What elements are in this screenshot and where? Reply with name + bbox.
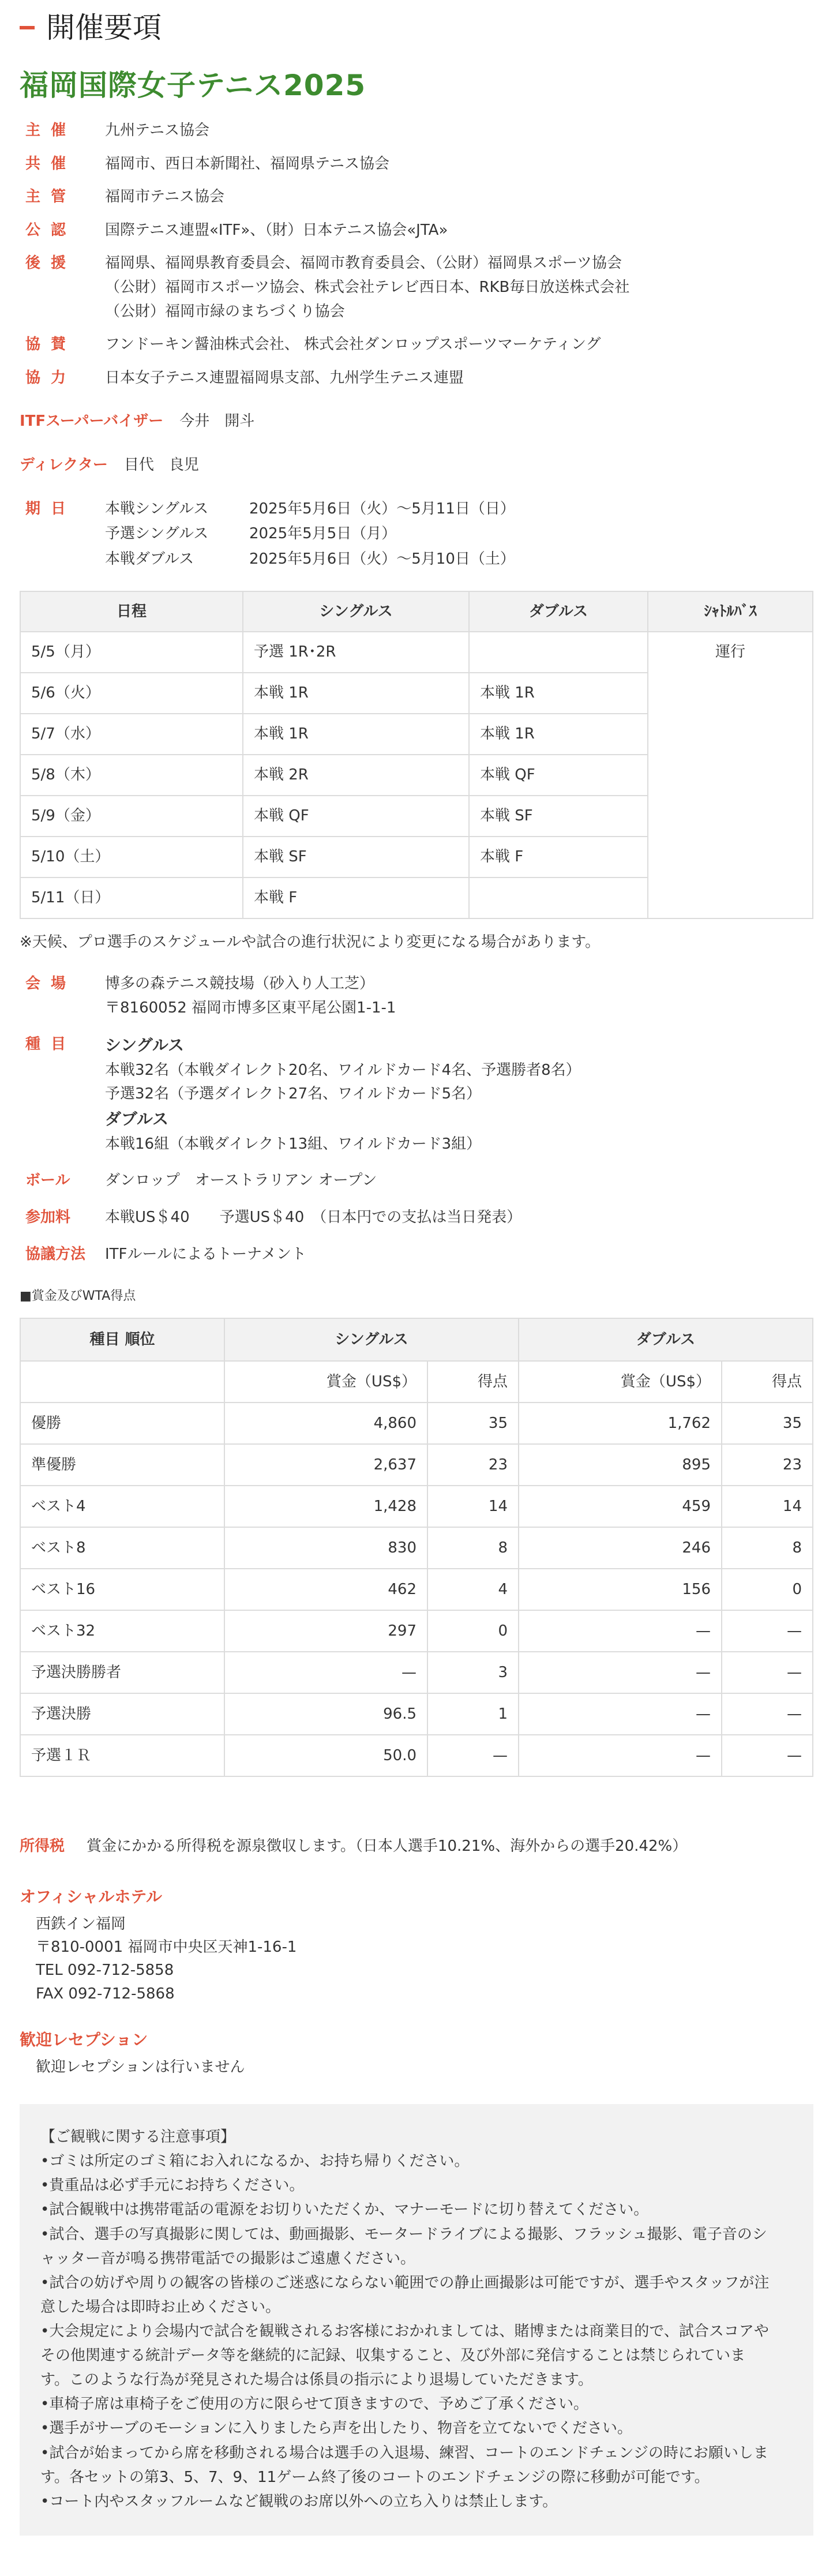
prize-subheader-empty bbox=[20, 1361, 224, 1403]
organizer-row bbox=[20, 366, 813, 391]
prize-subheader-points: 得点 bbox=[427, 1361, 519, 1403]
schedule-date: 5/7（水） bbox=[20, 714, 243, 755]
organizer-value bbox=[105, 219, 813, 243]
dates-row bbox=[20, 497, 813, 572]
section-title: 開催要項 bbox=[46, 11, 162, 44]
fee-row bbox=[20, 1206, 813, 1230]
schedule-header-shuttle: ｼｬﾄﾙﾊﾞｽ bbox=[648, 591, 813, 632]
organizer-line: （公財）福岡市スポーツ協会、株式会社テレビ西日本、RKB毎日放送株式会社 bbox=[105, 278, 630, 296]
schedule-date: 5/11（日） bbox=[20, 878, 243, 918]
schedule-singles: 本戦 QF bbox=[243, 796, 469, 837]
organizer-row bbox=[20, 219, 813, 243]
prize-header-row bbox=[20, 1318, 813, 1361]
reception-label: 歓迎レセプション bbox=[20, 2030, 148, 2050]
organizer-label: 公認 bbox=[25, 221, 77, 239]
prize-doubles-money: — bbox=[519, 1652, 722, 1693]
prize-round: 優勝 bbox=[20, 1403, 224, 1444]
prize-subheader-money: 賞金（US$） bbox=[224, 1361, 427, 1403]
notice-line: す。このような行為が発見された場合は係員の指示により退場していただきます。 bbox=[40, 2371, 593, 2389]
prize-singles-points: 0 bbox=[427, 1610, 519, 1652]
prize-caption: ■賞金及びWTA得点 bbox=[20, 1289, 136, 1304]
ball-row bbox=[20, 1169, 813, 1193]
schedule-singles: 本戦 F bbox=[243, 878, 469, 918]
prize-doubles-money: 156 bbox=[519, 1569, 722, 1610]
schedule-doubles: 本戦 1R bbox=[469, 714, 648, 755]
schedule-doubles: 本戦 QF bbox=[469, 755, 648, 796]
prize-singles-points: 8 bbox=[427, 1527, 519, 1569]
tax-label: 所得税 bbox=[20, 1838, 65, 1855]
notice-line: •試合の妨げや周りの観客の皆様のご迷惑にならない範囲での静止画撮影は可能ですが、選手やスタッフが注 bbox=[40, 2274, 770, 2292]
schedule-singles: 本戦 SF bbox=[243, 837, 469, 878]
prize-singles-money: 830 bbox=[224, 1527, 427, 1569]
schedule-date: 5/10（土） bbox=[20, 837, 243, 878]
prize-singles-money: 462 bbox=[224, 1569, 427, 1610]
date-value: 2025年5月6日（火）～5月11日（日） bbox=[249, 500, 515, 518]
schedule-shuttle: 運行 bbox=[648, 632, 813, 918]
prize-singles-money: 2,637 bbox=[224, 1444, 427, 1486]
notice-line: •コート内やスタッフルームなど観戦のお席以外への立ち入りは禁止します。 bbox=[40, 2492, 558, 2510]
organizer-row bbox=[20, 119, 813, 143]
organizer-line: 福岡市テニス協会 bbox=[105, 188, 224, 206]
schedule-singles: 予選 1R･2R bbox=[243, 632, 469, 673]
date-value: 2025年5月6日（火）～5月10日（土） bbox=[249, 550, 515, 568]
venue-row bbox=[20, 972, 813, 1020]
prize-doubles-points: 35 bbox=[722, 1403, 813, 1444]
prize-doubles-points: — bbox=[722, 1693, 813, 1735]
prize-row bbox=[20, 1486, 813, 1527]
prize-table bbox=[20, 1318, 813, 1777]
schedule-header-doubles: ダブルス bbox=[469, 591, 648, 632]
hotel-line: FAX 092-712-5868 bbox=[36, 1985, 175, 2003]
organizer-line: （公財）福岡市緑のまちづくり協会 bbox=[105, 302, 345, 320]
prize-row bbox=[20, 1735, 813, 1776]
organizer-label: 共催 bbox=[25, 155, 77, 173]
event-title: 福岡国際女子テニス2025 bbox=[20, 69, 366, 102]
prize-doubles-points: 0 bbox=[722, 1569, 813, 1610]
ball-label: ボール bbox=[25, 1172, 70, 1190]
date-event: 本戦ダブルス bbox=[105, 550, 194, 568]
hotel-line: TEL 092-712-5858 bbox=[36, 1962, 174, 1979]
prize-doubles-money: — bbox=[519, 1610, 722, 1652]
organizer-value bbox=[105, 366, 813, 391]
organizer-line: 九州テニス協会 bbox=[105, 122, 209, 139]
format-label: 協議方法 bbox=[25, 1245, 86, 1263]
tax-row bbox=[20, 1835, 813, 1859]
venue-line: 〒8160052 福岡市博多区東平尾公園1-1-1 bbox=[105, 999, 396, 1017]
prize-doubles-points: — bbox=[722, 1610, 813, 1652]
director-row bbox=[20, 453, 813, 478]
schedule-singles: 本戦 1R bbox=[243, 673, 469, 714]
events-row bbox=[20, 1033, 813, 1156]
prize-singles-money: 297 bbox=[224, 1610, 427, 1652]
organizer-value bbox=[105, 333, 813, 357]
hotel-info bbox=[20, 1913, 813, 2005]
singles-line: 本戦32名（本戦ダイレクト20名、ワイルドカード4名、予選勝者8名） bbox=[105, 1061, 581, 1079]
organizer-line: 福岡県、福岡県教育委員会、福岡市教育委員会、（公財）福岡県スポーツ協会 bbox=[105, 254, 622, 272]
organizer-row bbox=[20, 152, 813, 177]
reception-value: 歓迎レセプションは行いません bbox=[36, 2058, 245, 2076]
notice-line: •ゴミは所定のゴミ箱にお入れになるか、お持ち帰りください。 bbox=[40, 2153, 470, 2170]
schedule-header-date: 日程 bbox=[20, 591, 243, 632]
prize-doubles-money: 1,762 bbox=[519, 1403, 722, 1444]
schedule-doubles: 本戦 SF bbox=[469, 796, 648, 837]
prize-header-round: 種目 順位 bbox=[20, 1318, 224, 1361]
organizer-line: 国際テニス連盟«ITF»、（財）日本テニス協会«JTA» bbox=[105, 221, 448, 239]
schedule-doubles: 本戦 1R bbox=[469, 673, 648, 714]
prize-row bbox=[20, 1569, 813, 1610]
organizer-value bbox=[105, 152, 813, 177]
hotel-line: 〒810-0001 福岡市中央区天神1-16-1 bbox=[36, 1938, 297, 1956]
schedule-doubles: 本戦 F bbox=[469, 837, 648, 878]
prize-round: ベスト8 bbox=[20, 1527, 224, 1569]
hotel-label: オフィシャルホテル bbox=[20, 1887, 162, 1907]
prize-row bbox=[20, 1444, 813, 1486]
prize-singles-points: 14 bbox=[427, 1486, 519, 1527]
format-row bbox=[20, 1243, 813, 1267]
prize-doubles-money: 895 bbox=[519, 1444, 722, 1486]
prize-singles-points: 4 bbox=[427, 1569, 519, 1610]
prize-doubles-points: 14 bbox=[722, 1486, 813, 1527]
prize-round: ベスト4 bbox=[20, 1486, 224, 1527]
prize-doubles-points: — bbox=[722, 1735, 813, 1776]
dash-icon bbox=[20, 26, 35, 29]
date-value: 2025年5月5日（月） bbox=[249, 525, 397, 543]
events-label: 種目 bbox=[25, 1036, 77, 1053]
prize-doubles-money: — bbox=[519, 1693, 722, 1735]
notice-line: 意した場合は即時お止めください。 bbox=[40, 2298, 281, 2316]
singles-head: シングルス bbox=[105, 1036, 185, 1055]
schedule-date: 5/9（金） bbox=[20, 796, 243, 837]
organizer-list bbox=[20, 119, 813, 390]
prize-header-doubles: ダブルス bbox=[519, 1318, 813, 1361]
prize-row bbox=[20, 1652, 813, 1693]
schedule-note: ※天候、プロ選手のスケジュールや試合の進行状況により変更になる場合があります。 bbox=[20, 933, 601, 951]
tax-value: 賞金にかかる所得税を源泉徴収します。（日本人選手10.21%、海外からの選手20.42%） bbox=[87, 1838, 688, 1855]
schedule-table bbox=[20, 591, 813, 919]
prize-singles-money: 50.0 bbox=[224, 1735, 427, 1776]
organizer-value bbox=[105, 185, 813, 209]
schedule-singles: 本戦 1R bbox=[243, 714, 469, 755]
prize-round: 予選決勝 bbox=[20, 1693, 224, 1735]
prize-singles-money: 96.5 bbox=[224, 1693, 427, 1735]
hotel-line: 西鉄イン福岡 bbox=[36, 1915, 126, 1933]
schedule-doubles bbox=[469, 878, 648, 918]
notice-line: •車椅子席は車椅子をご使用の方に限らせて頂きますので、予めご了承ください。 bbox=[40, 2395, 589, 2413]
organizer-label: 協力 bbox=[25, 369, 77, 387]
schedule-header-row bbox=[20, 591, 813, 632]
notice-line: •貴重品は必ず手元にお持ちください。 bbox=[40, 2177, 305, 2195]
supervisor-label: ITFスーパーバイザー bbox=[20, 413, 164, 430]
notice-line: •試合観戦中は携帯電話の電源をお切りいただくか、マナーモードに切り替えてください。 bbox=[40, 2201, 649, 2219]
prize-doubles-money: 246 bbox=[519, 1527, 722, 1569]
prize-subheader-money: 賞金（US$） bbox=[519, 1361, 722, 1403]
notice-box bbox=[20, 2104, 813, 2536]
prize-doubles-money: 459 bbox=[519, 1486, 722, 1527]
supervisor-row bbox=[20, 410, 813, 434]
notice-line: その他関連する統計データ等を継続的に記録、収集すること、及び外部に発信することは禁じられていま bbox=[40, 2347, 746, 2365]
prize-singles-points: 23 bbox=[427, 1444, 519, 1486]
prize-round: 予選決勝勝者 bbox=[20, 1652, 224, 1693]
director-name: 目代 良児 bbox=[123, 456, 199, 474]
prize-singles-money: — bbox=[224, 1652, 427, 1693]
prize-singles-points: — bbox=[427, 1735, 519, 1776]
prize-row bbox=[20, 1403, 813, 1444]
prize-doubles-points: 23 bbox=[722, 1444, 813, 1486]
notice-line: ャッター音が鳴る携帯電話での撮影はご遠慮ください。 bbox=[40, 2249, 416, 2267]
prize-doubles-money: — bbox=[519, 1735, 722, 1776]
prize-round: 予選１Ｒ bbox=[20, 1735, 224, 1776]
prize-doubles-points: 8 bbox=[722, 1527, 813, 1569]
organizer-line: 福岡市、西日本新聞社、福岡県テニス協会 bbox=[105, 155, 389, 173]
schedule-date: 5/5（月） bbox=[20, 632, 243, 673]
notice-line: す。各セットの第3、5、7、9、11ゲーム終了後のコートのエンドチェンジの際に移動が可能です。 bbox=[40, 2468, 710, 2486]
organizer-value bbox=[105, 252, 813, 324]
schedule-row bbox=[20, 632, 813, 673]
prize-row bbox=[20, 1610, 813, 1652]
organizer-row bbox=[20, 333, 813, 357]
prize-doubles-points: — bbox=[722, 1652, 813, 1693]
prize-singles-points: 35 bbox=[427, 1403, 519, 1444]
organizer-row bbox=[20, 185, 813, 209]
supervisor-name: 今井 開斗 bbox=[179, 413, 255, 430]
doubles-line: 本戦16組（本戦ダイレクト13組、ワイルドカード3組） bbox=[105, 1135, 482, 1153]
prize-singles-points: 1 bbox=[427, 1693, 519, 1735]
fee-value: 本戦US＄40 予選US＄40 （日本円での支払は当日発表） bbox=[105, 1209, 522, 1227]
dates-grid bbox=[105, 497, 813, 572]
organizer-line: 日本女子テニス連盟福岡県支部、九州学生テニス連盟 bbox=[105, 369, 464, 387]
prize-subheader-row bbox=[20, 1361, 813, 1403]
venue-line: 博多の森テニス競技場（砂入り人工芝） bbox=[105, 974, 374, 992]
organizer-label: 協賛 bbox=[25, 336, 77, 354]
organizer-label: 主催 bbox=[25, 122, 77, 139]
date-event: 本戦シングルス bbox=[105, 500, 209, 518]
prize-round: ベスト16 bbox=[20, 1569, 224, 1610]
director-label: ディレクター bbox=[20, 456, 108, 474]
organizer-line: フンドーキン醤油株式会社、 株式会社ダンロップスポーツマーケティング bbox=[105, 336, 601, 354]
section-header bbox=[20, 0, 813, 55]
notice-line: 【ご観戦に関する注意事項】 bbox=[40, 2128, 236, 2146]
prize-singles-money: 1,428 bbox=[224, 1486, 427, 1527]
notice-line: •選手がサーブのモーションに入りましたら声を出したり、物音を立てないでください。 bbox=[40, 2420, 632, 2438]
organizer-value bbox=[105, 119, 813, 143]
prize-round: ベスト32 bbox=[20, 1610, 224, 1652]
format-value: ITFルールによるトーナメント bbox=[105, 1245, 306, 1263]
schedule-header-singles: シングルス bbox=[243, 591, 469, 632]
prize-header-singles: シングルス bbox=[224, 1318, 519, 1361]
prize-singles-points: 3 bbox=[427, 1652, 519, 1693]
notice-line: •大会規定により会場内で試合を観戦されるお客様におかれましては、賭博または商業目的で、試合スコアや bbox=[40, 2322, 769, 2340]
ball-value: ダンロップ オーストラリアン オープン bbox=[105, 1172, 377, 1190]
organizer-label: 後援 bbox=[25, 254, 77, 272]
prize-row bbox=[20, 1693, 813, 1735]
notice-line: •試合が始まってから席を移動される場合は選手の入退場、練習、コートのエンドチェンジの時にお願いしま bbox=[40, 2444, 768, 2462]
prize-subheader-points: 得点 bbox=[722, 1361, 813, 1403]
doubles-head: ダブルス bbox=[105, 1109, 169, 1129]
schedule-date: 5/8（木） bbox=[20, 755, 243, 796]
notice-line: •試合、選手の写真撮影に関しては、動画撮影、モータードライブによる撮影、フラッシュ撮影、電子音のシ bbox=[40, 2225, 767, 2243]
fee-label: 参加料 bbox=[25, 1209, 71, 1227]
date-event: 予選シングルス bbox=[105, 525, 209, 543]
organizer-label: 主管 bbox=[25, 188, 77, 206]
schedule-doubles bbox=[469, 632, 648, 673]
dates-label: 期日 bbox=[25, 500, 77, 518]
schedule-singles: 本戦 2R bbox=[243, 755, 469, 796]
prize-round: 準優勝 bbox=[20, 1444, 224, 1486]
venue-label: 会場 bbox=[25, 974, 77, 992]
organizer-row bbox=[20, 252, 813, 324]
prize-row bbox=[20, 1527, 813, 1569]
singles-line: 予選32名（予選ダイレクト27名、ワイルドカード5名） bbox=[105, 1085, 482, 1103]
schedule-date: 5/6（火） bbox=[20, 673, 243, 714]
prize-singles-money: 4,860 bbox=[224, 1403, 427, 1444]
